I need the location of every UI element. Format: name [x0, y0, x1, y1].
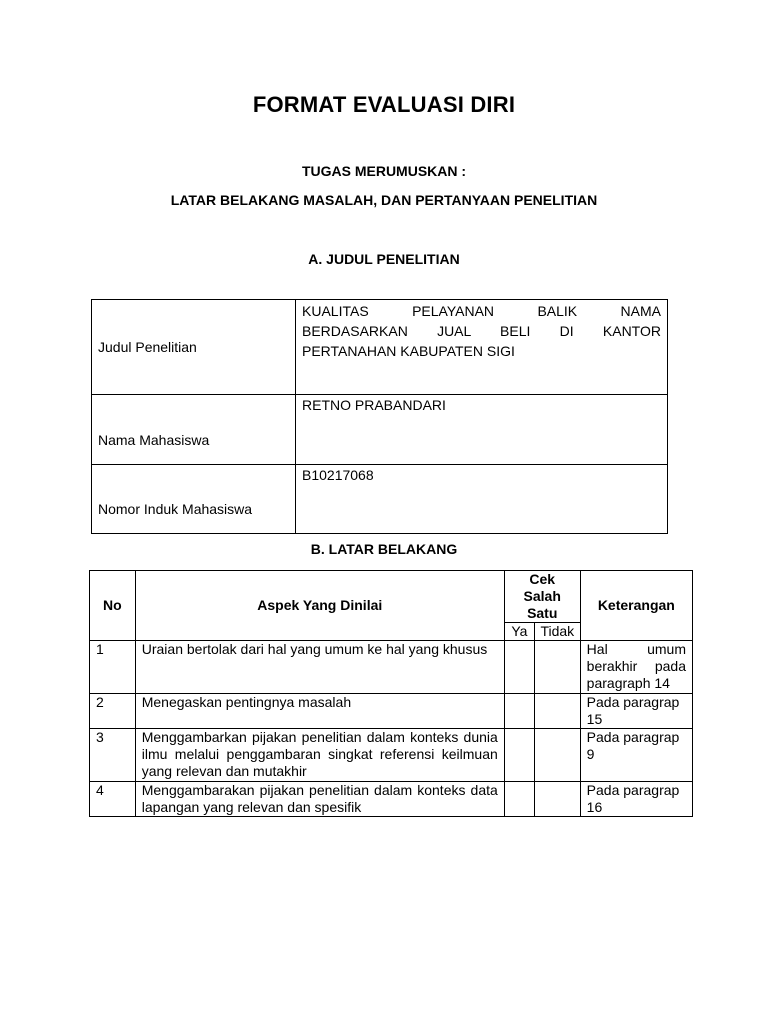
header-ya: Ya [504, 623, 534, 641]
row-number: 2 [90, 694, 136, 729]
row-label: Nama Mahasiswa [92, 395, 296, 465]
header-no: No [90, 571, 136, 641]
header-cek: Cek Salah Satu [504, 571, 580, 623]
check-tidak[interactable] [534, 729, 580, 782]
research-title-line: BERDASARKAN JUAL BELI DI KANTOR [302, 323, 661, 339]
table-row [92, 465, 668, 534]
student-name-value: RETNO PRABANDARI [296, 395, 668, 465]
research-title-value [296, 300, 668, 395]
row-aspek: Menggambarkan pijakan penelitian dalam konteks dunia ilmu melalui penggambaran singkat referensi keilmuan yang relevan dan mutakhir [135, 729, 504, 782]
row-keterangan: Pada paragrap 9 [580, 729, 692, 782]
check-tidak[interactable] [534, 641, 580, 694]
check-ya[interactable] [504, 694, 534, 729]
row-label: Nomor Induk Mahasiswa [92, 465, 296, 534]
page-title: FORMAT EVALUASI DIRI [252, 92, 516, 117]
row-keterangan: Pada paragrap 15 [580, 694, 692, 729]
check-ya[interactable] [504, 729, 534, 782]
header-keterangan: Keterangan [580, 571, 692, 641]
research-title-line: KUALITAS PELAYANAN BALIK NAMA [302, 303, 661, 319]
row-label: Judul Penelitian [92, 300, 296, 395]
table-row [92, 300, 668, 395]
table-header-row [90, 571, 693, 623]
row-keterangan: Pada paragrap 16 [580, 782, 692, 817]
check-ya[interactable] [504, 641, 534, 694]
research-title-line: PERTANAHAN KABUPATEN SIGI [302, 343, 515, 359]
assignment-label: TUGAS MERUMUSKAN : [301, 163, 467, 179]
check-tidak[interactable] [534, 782, 580, 817]
assignment-topic: LATAR BELAKANG MASALAH, DAN PERTANYAAN PENELITIAN [170, 192, 598, 208]
row-number: 1 [90, 641, 136, 694]
row-aspek: Menegaskan pentingnya masalah [135, 694, 504, 729]
header-tidak: Tidak [534, 623, 580, 641]
table-row [92, 395, 668, 465]
student-id-value: B10217068 [296, 465, 668, 534]
row-aspek: Uraian bertolak dari hal yang umum ke hal yang khusus [135, 641, 504, 694]
table-row [90, 782, 693, 817]
section-a-heading: A. JUDUL PENELITIAN [308, 251, 460, 267]
row-aspek: Menggambarakan pijakan penelitian dalam konteks data lapangan yang relevan dan spesifik [135, 782, 504, 817]
table-row [90, 694, 693, 729]
header-aspek: Aspek Yang Dinilai [135, 571, 504, 641]
evaluation-table [89, 570, 693, 817]
check-tidak[interactable] [534, 694, 580, 729]
check-ya[interactable] [504, 782, 534, 817]
section-b-heading: B. LATAR BELAKANG [310, 541, 458, 557]
research-identity-table [91, 299, 668, 534]
table-row [90, 641, 693, 694]
table-row [90, 729, 693, 782]
row-number: 3 [90, 729, 136, 782]
row-number: 4 [90, 782, 136, 817]
row-keterangan: Hal umum berakhir pada paragraph 14 [580, 641, 692, 694]
